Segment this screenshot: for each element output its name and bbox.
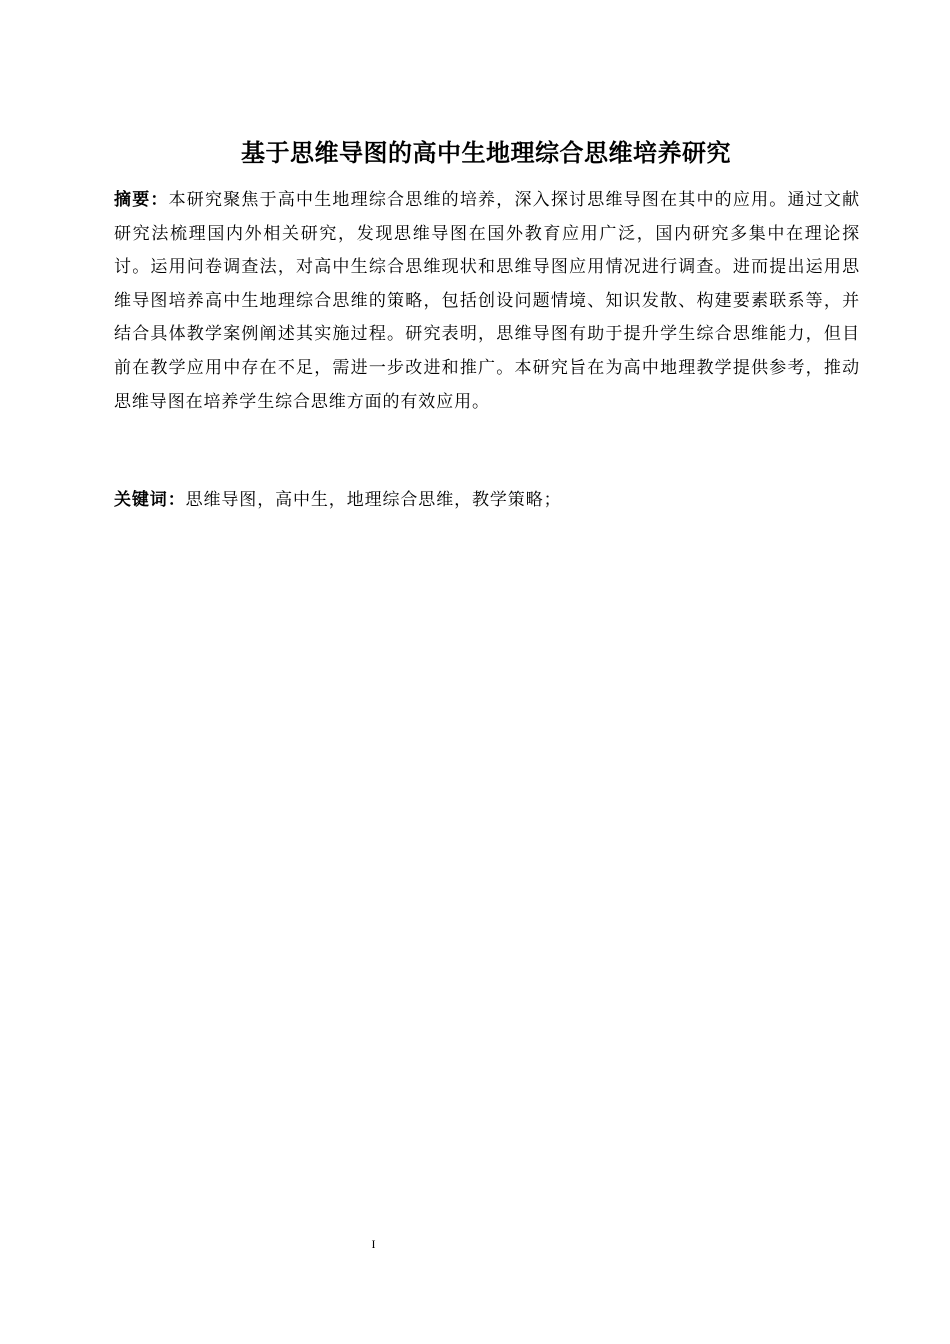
abstract-text: 本研究聚焦于高中生地理综合思维的培养，深入探讨思维导图在其中的应用。通过文献研究法梳理国内外相关研究，发现思维导图在国外教育应用广泛，国内研究多集中在理论探讨。运用问卷调查法，对高中生综合思维现状和思维导图应用情况进行调查。进而提出运用思维导图培养高中生地理综合思维的策略，包括创设问题情境、知识发散、构建要素联系等，并结合具体教学案例阐述其实施过程。研究表明，思维导图有助于提升学生综合思维能力，但目前在教学应用中存在不足，需进一步改进和推广。本研究旨在为高中地理教学提供参考，推动思维导图在培养学生综合思维方面的有效应用。 [114, 190, 860, 412]
page-number: I [371, 1237, 376, 1251]
document-title: 基于思维导图的高中生地理综合思维培养研究 [241, 139, 731, 167]
abstract-label: 摘要： [114, 190, 169, 210]
abstract-paragraph [114, 184, 860, 419]
keywords-line [114, 484, 860, 518]
keywords-label: 关键词： [114, 490, 186, 510]
keywords-text: 思维导图，高中生，地理综合思维，教学策略； [185, 490, 562, 510]
